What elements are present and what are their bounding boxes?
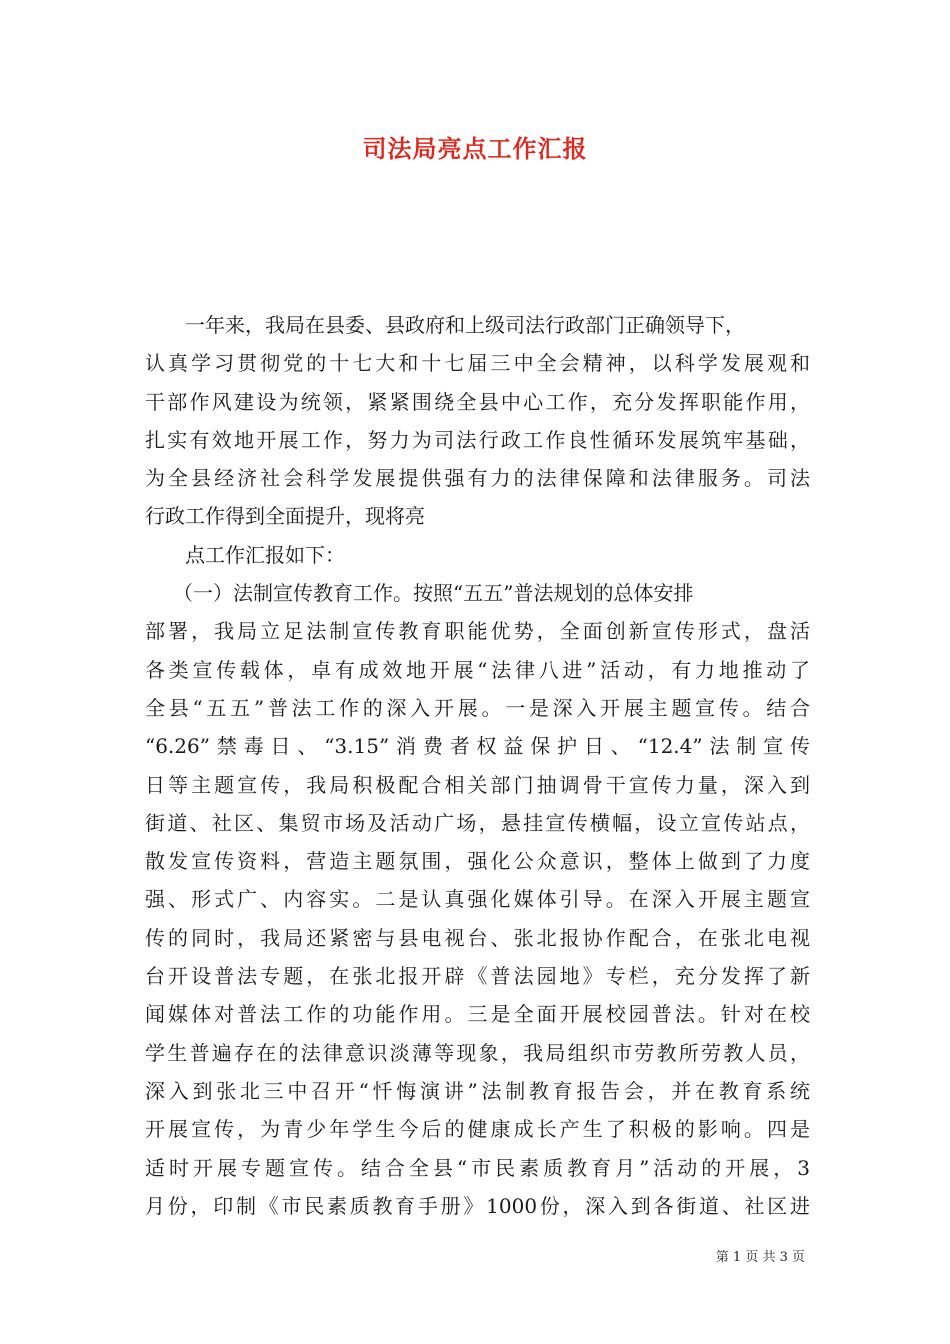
paragraph-line: 学生普遍存在的法律意识淡薄等现象，我局组织市劳教所劳教人员， xyxy=(145,1040,810,1065)
paragraph-line: 部署，我局立足法制宣传教育职能优势，全面创新宣传形式，盘活 xyxy=(145,619,810,644)
paragraph-line: 全县“五五”普法工作的深入开展。一是深入开展主题宣传。结合 xyxy=(145,695,810,720)
paragraph-line: 深入到张北三中召开“忏悔演讲”法制教育报告会，并在教育系统 xyxy=(145,1078,810,1103)
paragraph-line: （一）法制宣传教育工作。按照“五五”普法规划的总体安排 xyxy=(173,581,694,606)
paragraph-line: 适时开展专题宣传。结合全县“市民素质教育月”活动的开展，3 xyxy=(145,1155,810,1180)
document-body xyxy=(145,306,810,1225)
page-number: 第 1 页 共 3 页 xyxy=(715,1250,805,1265)
paragraph-line: 各类宣传载体，卓有成效地开展“法律八进”活动，有力地推动了 xyxy=(145,657,810,682)
paragraph-line: 点工作汇报如下： xyxy=(185,542,345,567)
paragraph-line: 扎实有效地开展工作，努力为司法行政工作良性循环发展筑牢基础， xyxy=(145,427,810,452)
document-title: 司法局亮点工作汇报 xyxy=(362,134,588,163)
paragraph-line: 月份，印制《市民素质教育手册》1000份，深入到各街道、社区进 xyxy=(145,1193,810,1218)
paragraph-line: 为全县经济社会科学发展提供强有力的法律保障和法律服务。司法 xyxy=(145,466,810,491)
paragraph-line: 认真学习贯彻党的十七大和十七届三中全会精神，以科学发展观和 xyxy=(145,351,810,376)
paragraph-line: 开展宣传，为青少年学生今后的健康成长产生了积极的影响。四是 xyxy=(145,1117,810,1142)
paragraph-line: 散发宣传资料，营造主题氛围，强化公众意识，整体上做到了力度 xyxy=(145,849,810,874)
paragraph-line: 闻媒体对普法工作的功能作用。三是全面开展校园普法。针对在校 xyxy=(145,1002,810,1027)
paragraph-line: “6.26”禁毒日、“3.15”消费者权益保护日、“12.4”法制宣传 xyxy=(145,734,810,759)
paragraph-line: 台开设普法专题，在张北报开辟《普法园地》专栏，充分发挥了新 xyxy=(145,964,810,989)
paragraph-line: 街道、社区、集贸市场及活动广场，悬挂宣传横幅，设立宣传站点， xyxy=(145,810,810,835)
paragraph-line: 日等主题宣传，我局积极配合相关部门抽调骨干宣传力量，深入到 xyxy=(145,772,810,797)
paragraph-line: 行政工作得到全面提升，现将亮 xyxy=(145,504,425,529)
paragraph-line: 干部作风建设为统领，紧紧围绕全县中心工作，充分发挥职能作用， xyxy=(145,389,810,414)
paragraph-line: 传的同时，我局还紧密与县电视台、张北报协作配合，在张北电视 xyxy=(145,925,810,950)
paragraph-line: 一年来，我局在县委、县政府和上级司法行政部门正确领导下， xyxy=(185,313,745,337)
paragraph-line: 强、形式广、内容实。二是认真强化媒体引导。在深入开展主题宣 xyxy=(145,887,810,912)
